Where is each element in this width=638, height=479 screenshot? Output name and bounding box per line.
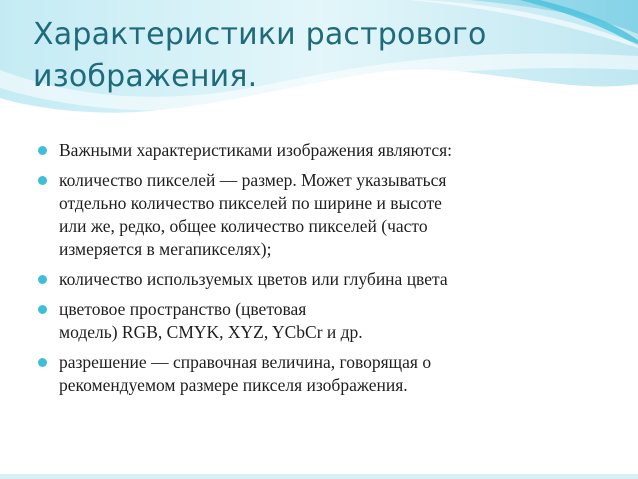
bullet-line: модель) RGB, CMYK, XYZ, YCbCr и др. <box>59 322 363 342</box>
bullet-line: или же, редко, общее количество пикселей (часто <box>59 216 428 236</box>
bullet-marker-icon <box>38 146 47 155</box>
bullet-text <box>59 169 603 261</box>
bullet-text <box>59 351 603 397</box>
slide-title-line: изображения. <box>33 59 258 94</box>
bullet-marker-icon <box>38 275 47 284</box>
bullet-text <box>59 268 603 291</box>
bullet-marker-icon <box>38 176 47 185</box>
bullet-line: Важными характеристиками изображения являются: <box>59 140 453 160</box>
bullet-marker-icon <box>38 305 47 314</box>
bullet-text <box>59 298 603 344</box>
bullet-line: количество используемых цветов или глубина цвета <box>59 269 448 289</box>
bullet-item <box>38 351 603 397</box>
bullet-text <box>59 139 603 162</box>
bullet-line: разрешение — справочная величина, говорящая о <box>59 352 432 372</box>
bullet-line: отдельно количество пикселей по ширине и высоте <box>59 193 442 213</box>
bullet-item <box>38 139 603 162</box>
bullet-list <box>38 139 603 404</box>
bullet-line: цветовое пространство (цветовая <box>59 299 307 319</box>
bullet-line: рекомендуемом размере пикселя изображения. <box>59 375 408 395</box>
bullet-item <box>38 268 603 291</box>
footer-wave-edge <box>0 474 638 479</box>
bullet-item <box>38 169 603 261</box>
slide-title <box>33 14 623 98</box>
bullet-marker-icon <box>38 358 47 367</box>
slide-title-line: Характеристики растрового <box>33 17 487 52</box>
bullet-line: количество пикселей — размер. Может указываться <box>59 170 447 190</box>
bullet-item <box>38 298 603 344</box>
bullet-line: измеряется в мегапикселях); <box>59 239 272 259</box>
